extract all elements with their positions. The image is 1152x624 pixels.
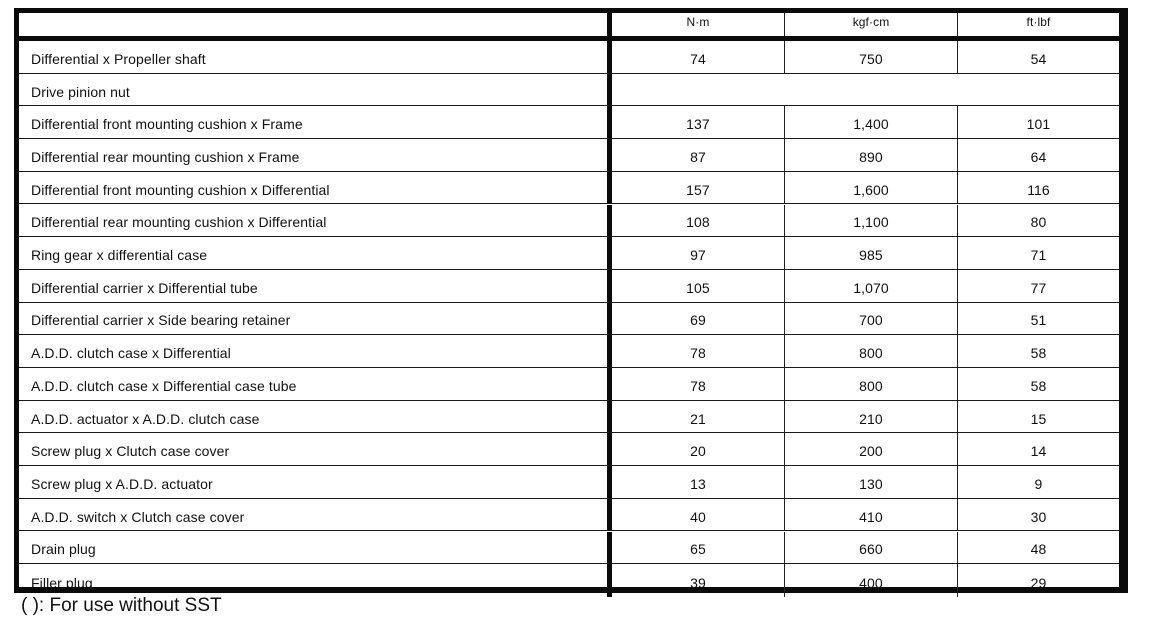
row-description: Drive pinion nut [19, 74, 612, 106]
table-row [19, 499, 1119, 532]
row-value-ftlbf: 9 [1034, 475, 1043, 492]
row-description: A.D.D. actuator x A.D.D. clutch case [19, 401, 612, 433]
table-row [19, 172, 1119, 205]
row-value-nm: 40 [612, 499, 785, 531]
row-value-kgfcm: 800 [785, 368, 958, 400]
table-row [19, 139, 1119, 172]
header-description [19, 13, 612, 36]
row-value-nm: 69 [612, 303, 785, 335]
row-value-nm: 39 [612, 564, 785, 597]
row-value-kgfcm: 130 [785, 466, 958, 498]
row-description: Differential carrier x Side bearing retainer [19, 303, 612, 335]
row-value-kgfcm: 1,400 [785, 106, 958, 138]
merged-value-cell [612, 74, 1119, 106]
row-value-nm: 108 [612, 205, 785, 237]
row-value-kgfcm: 660 [785, 532, 958, 564]
row-value-nm: 97 [612, 237, 785, 269]
row-description: Differential front mounting cushion x Differential [19, 172, 612, 204]
row-description: Screw plug x Clutch case cover [19, 433, 612, 465]
table-row [19, 106, 1119, 139]
row-value-ftlbf: 116 [1027, 181, 1050, 198]
table-row [19, 41, 1119, 74]
row-value-nm: 78 [612, 335, 785, 367]
row-value-ftlbf: 30 [1030, 508, 1047, 525]
table-row [19, 335, 1119, 368]
row-description: Differential carrier x Differential tube [19, 270, 612, 302]
table-row [19, 433, 1119, 466]
row-value-ftlbf: 29 [1030, 574, 1047, 591]
table-row [19, 401, 1119, 434]
row-value-nm: 21 [612, 401, 785, 433]
row-description: Ring gear x differential case [19, 237, 612, 269]
table-row [19, 205, 1119, 238]
row-value-nm: 87 [612, 139, 785, 171]
row-description: Differential rear mounting cushion x Frame [19, 139, 612, 171]
row-value-nm: 137 [612, 106, 785, 138]
row-value-kgfcm: 210 [785, 401, 958, 433]
row-value-ftlbf: 77 [1030, 279, 1047, 296]
row-value-nm: 13 [612, 466, 785, 498]
row-value-ftlbf: 15 [1030, 410, 1047, 427]
row-value-kgfcm: 1,600 [785, 172, 958, 204]
row-value-kgfcm: 985 [785, 237, 958, 269]
row-value-kgfcm: 700 [785, 303, 958, 335]
table-row [19, 368, 1119, 401]
row-value-ftlbf: 58 [1030, 345, 1047, 362]
row-value-nm: 74 [612, 41, 785, 73]
row-value-nm: 105 [612, 270, 785, 302]
row-value-ftlbf: 51 [1030, 312, 1047, 329]
row-value-ftlbf: 54 [1030, 50, 1047, 67]
row-value-ftlbf: 14 [1030, 443, 1047, 460]
row-value-ftlbf: 64 [1030, 148, 1047, 165]
header-ftlbf: ft·lbf [1026, 15, 1051, 29]
row-value-kgfcm: 400 [785, 564, 958, 597]
row-description: A.D.D. clutch case x Differential [19, 335, 612, 367]
row-description: Filler plug [19, 564, 612, 597]
header-nm: N·m [612, 13, 785, 36]
table-row [19, 564, 1119, 597]
table-row [19, 466, 1119, 499]
row-value-nm: 65 [612, 532, 785, 564]
table-row [19, 74, 1119, 107]
row-value-ftlbf: 101 [1026, 116, 1051, 133]
table-header-row [19, 13, 1119, 41]
torque-specification-table [14, 8, 1128, 593]
row-description: A.D.D. switch x Clutch case cover [19, 499, 612, 531]
row-description: Drain plug [19, 532, 612, 564]
row-value-nm: 20 [612, 433, 785, 465]
row-value-kgfcm: 410 [785, 499, 958, 531]
row-value-ftlbf: 80 [1030, 214, 1047, 231]
row-value-nm: 157 [612, 172, 785, 204]
row-value-kgfcm: 1,070 [785, 270, 958, 302]
header-kgfcm: kgf·cm [785, 13, 958, 36]
row-value-nm: 78 [612, 368, 785, 400]
row-value-ftlbf: 48 [1030, 541, 1047, 558]
row-value-kgfcm: 200 [785, 433, 958, 465]
table-row [19, 532, 1119, 565]
row-value-kgfcm: 750 [785, 41, 958, 73]
row-description: Differential x Propeller shaft [19, 41, 612, 73]
table-row [19, 237, 1119, 270]
row-value-kgfcm: 800 [785, 335, 958, 367]
row-value-ftlbf: 58 [1030, 377, 1047, 394]
row-value-kgfcm: 890 [785, 139, 958, 171]
row-description: A.D.D. clutch case x Differential case tube [19, 368, 612, 400]
row-description: Screw plug x A.D.D. actuator [19, 466, 612, 498]
table-row [19, 303, 1119, 336]
row-value-kgfcm: 1,100 [785, 205, 958, 237]
table-row [19, 270, 1119, 303]
row-description: Differential front mounting cushion x Frame [19, 106, 612, 138]
row-description: Differential rear mounting cushion x Differential [19, 205, 612, 237]
row-value-ftlbf: 71 [1030, 247, 1047, 264]
footnote: ( ): For use without SST [21, 595, 222, 616]
